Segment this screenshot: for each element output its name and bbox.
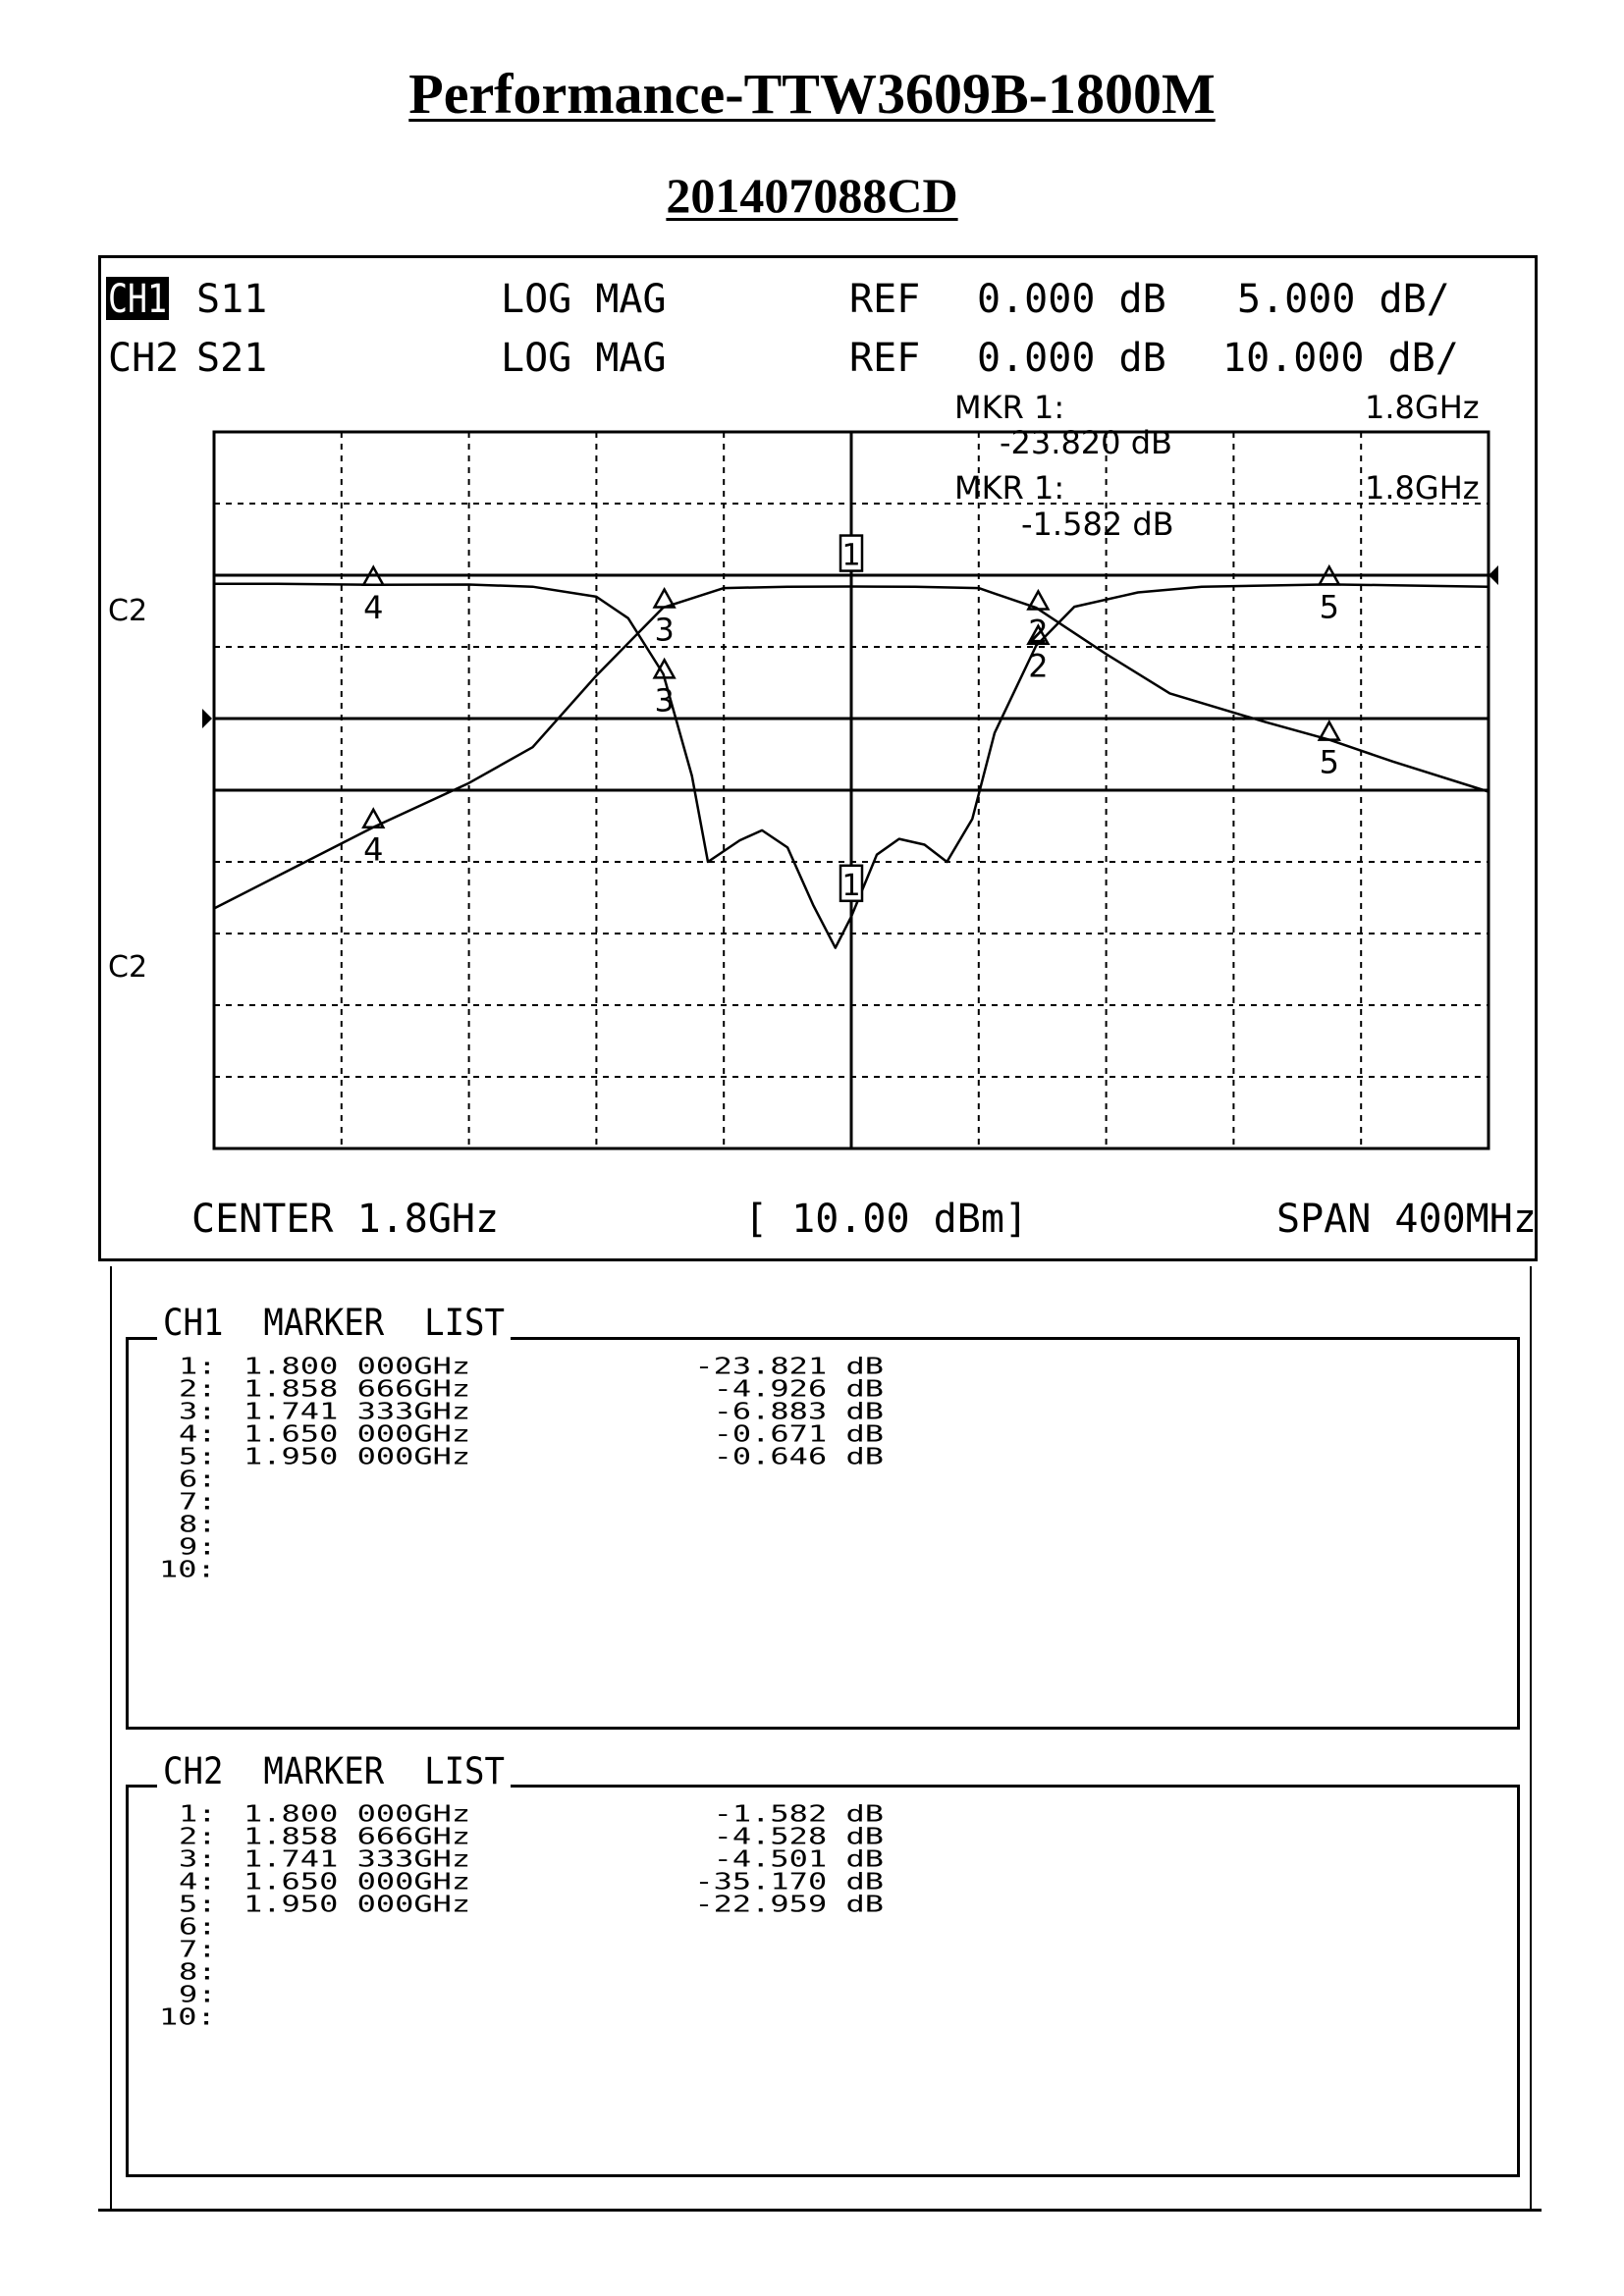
- marker-list-slot: 2:: [179, 1822, 217, 1850]
- marker-list-value: -4.501 dB: [713, 1844, 884, 1873]
- ch2-ref-label: REF: [849, 336, 921, 381]
- mkr1-label: MKR 1:: [954, 389, 1065, 426]
- marker-list-value: -6.883 dB: [713, 1397, 884, 1425]
- marker-list-value: -0.646 dB: [713, 1442, 884, 1470]
- marker-list-slot: 10:: [159, 1555, 216, 1583]
- marker-list-slot: 7:: [179, 1487, 217, 1516]
- ch1-marker-2-label: 2: [1028, 647, 1049, 685]
- lists-left-rule: [110, 1266, 112, 2209]
- marker-list-slot: 3:: [179, 1397, 217, 1425]
- ch1-marker-5-label: 5: [1319, 588, 1339, 626]
- marker-list-frequency: 1.858 666GHz: [244, 1822, 471, 1850]
- marker-list-slot: 4:: [179, 1419, 217, 1448]
- ch1-marker-3-label: 3: [654, 681, 675, 720]
- mkr1-freq: 1.8GHz: [1365, 389, 1480, 426]
- marker-list-frequency: 1.741 333GHz: [244, 1397, 471, 1425]
- marker-list-slot: 5:: [179, 1442, 217, 1470]
- marker-list-slot: 5:: [179, 1890, 217, 1918]
- c2-label-lower: C2: [108, 950, 148, 985]
- marker-list-frequency: 1.650 000GHz: [244, 1867, 471, 1896]
- marker-list-slot: 2:: [179, 1374, 217, 1403]
- ch1-scale: 5.000 dB/: [1237, 277, 1450, 322]
- ch2-marker-4-label: 4: [363, 830, 384, 869]
- marker-list-slot: 1:: [179, 1799, 217, 1828]
- marker-list-slot: 6:: [179, 1912, 217, 1941]
- marker-list-frequency: 1.800 000GHz: [244, 1352, 471, 1380]
- document-title: Performance-TTW3609B-1800M: [408, 62, 1216, 126]
- marker-list-value: -23.821 dB: [694, 1352, 884, 1380]
- marker-list-value: -22.959 dB: [694, 1890, 884, 1918]
- ch2-marker-1-label: 1: [841, 538, 861, 573]
- ch1-ref-label: REF: [849, 277, 921, 322]
- marker-list-frequency: 1.650 000GHz: [244, 1419, 471, 1448]
- marker-list-slot: 3:: [179, 1844, 217, 1873]
- mkr2-value: -1.582 dB: [1021, 506, 1174, 543]
- mkr1-value: -23.820 dB: [1000, 424, 1172, 461]
- marker-list-slot: 7:: [179, 1935, 217, 1963]
- network-analyzer-display: [98, 255, 1538, 1261]
- mkr2-label: MKR 1:: [954, 469, 1065, 507]
- marker-list-value: -1.582 dB: [713, 1799, 884, 1828]
- ch2-ref-value: 0.000 dB: [977, 336, 1166, 381]
- marker-list-slot: 8:: [179, 1957, 217, 1986]
- marker-list-value: -4.528 dB: [713, 1822, 884, 1850]
- ch1-marker-list-title: CH1 MARKER LIST: [157, 1302, 511, 1345]
- mkr2-freq: 1.8GHz: [1365, 469, 1480, 507]
- source-power-label: [ 10.00 dBm]: [744, 1197, 1028, 1242]
- marker-list-frequency: 1.950 000GHz: [244, 1442, 471, 1470]
- marker-list-frequency: 1.741 333GHz: [244, 1844, 471, 1873]
- c2-label-upper: C2: [108, 594, 148, 628]
- marker-list-slot: 10:: [159, 2002, 216, 2031]
- marker-list-slot: 9:: [179, 1532, 217, 1561]
- ch2-scale: 10.000 dB/: [1222, 336, 1459, 381]
- ch2-marker-list-title: CH2 MARKER LIST: [157, 1750, 511, 1793]
- ch1-label: CH1: [108, 277, 167, 322]
- ch1-ref-value: 0.000 dB: [977, 277, 1166, 322]
- marker-list-frequency: 1.950 000GHz: [244, 1890, 471, 1918]
- ch2-param: S21: [196, 336, 268, 381]
- span-label: SPAN 400MHz: [1276, 1197, 1537, 1242]
- ch1-param: S11: [196, 277, 268, 322]
- ch1-marker-1-label: 1: [841, 868, 861, 903]
- marker-list-value: -35.170 dB: [694, 1867, 884, 1896]
- center-frequency-label: CENTER 1.8GHz: [191, 1197, 500, 1242]
- ch2-format: LOG MAG: [501, 336, 667, 381]
- marker-list-slot: 6:: [179, 1465, 217, 1493]
- marker-list-frequency: 1.800 000GHz: [244, 1799, 471, 1828]
- marker-list-slot: 4:: [179, 1867, 217, 1896]
- marker-list-value: -4.926 dB: [713, 1374, 884, 1403]
- document-subtitle: 201407088CD: [666, 168, 958, 223]
- ch2-marker-5-label: 5: [1319, 743, 1339, 781]
- marker-list-slot: 9:: [179, 1980, 217, 2008]
- page-bottom-rule: [98, 2209, 1542, 2212]
- ch2-ref-arrow: [202, 709, 212, 728]
- marker-list-value: -0.671 dB: [713, 1419, 884, 1448]
- ch1-marker-4-label: 4: [363, 588, 384, 626]
- marker-list-slot: 1:: [179, 1352, 217, 1380]
- marker-list-frequency: 1.858 666GHz: [244, 1374, 471, 1403]
- marker-list-slot: 8:: [179, 1510, 217, 1538]
- ch1-format: LOG MAG: [501, 277, 667, 322]
- ch2-label: CH2: [108, 336, 180, 381]
- lists-right-rule: [1530, 1266, 1532, 2209]
- ch2-marker-2-label: 2: [1028, 613, 1049, 651]
- ch2-marker-3-label: 3: [654, 611, 675, 649]
